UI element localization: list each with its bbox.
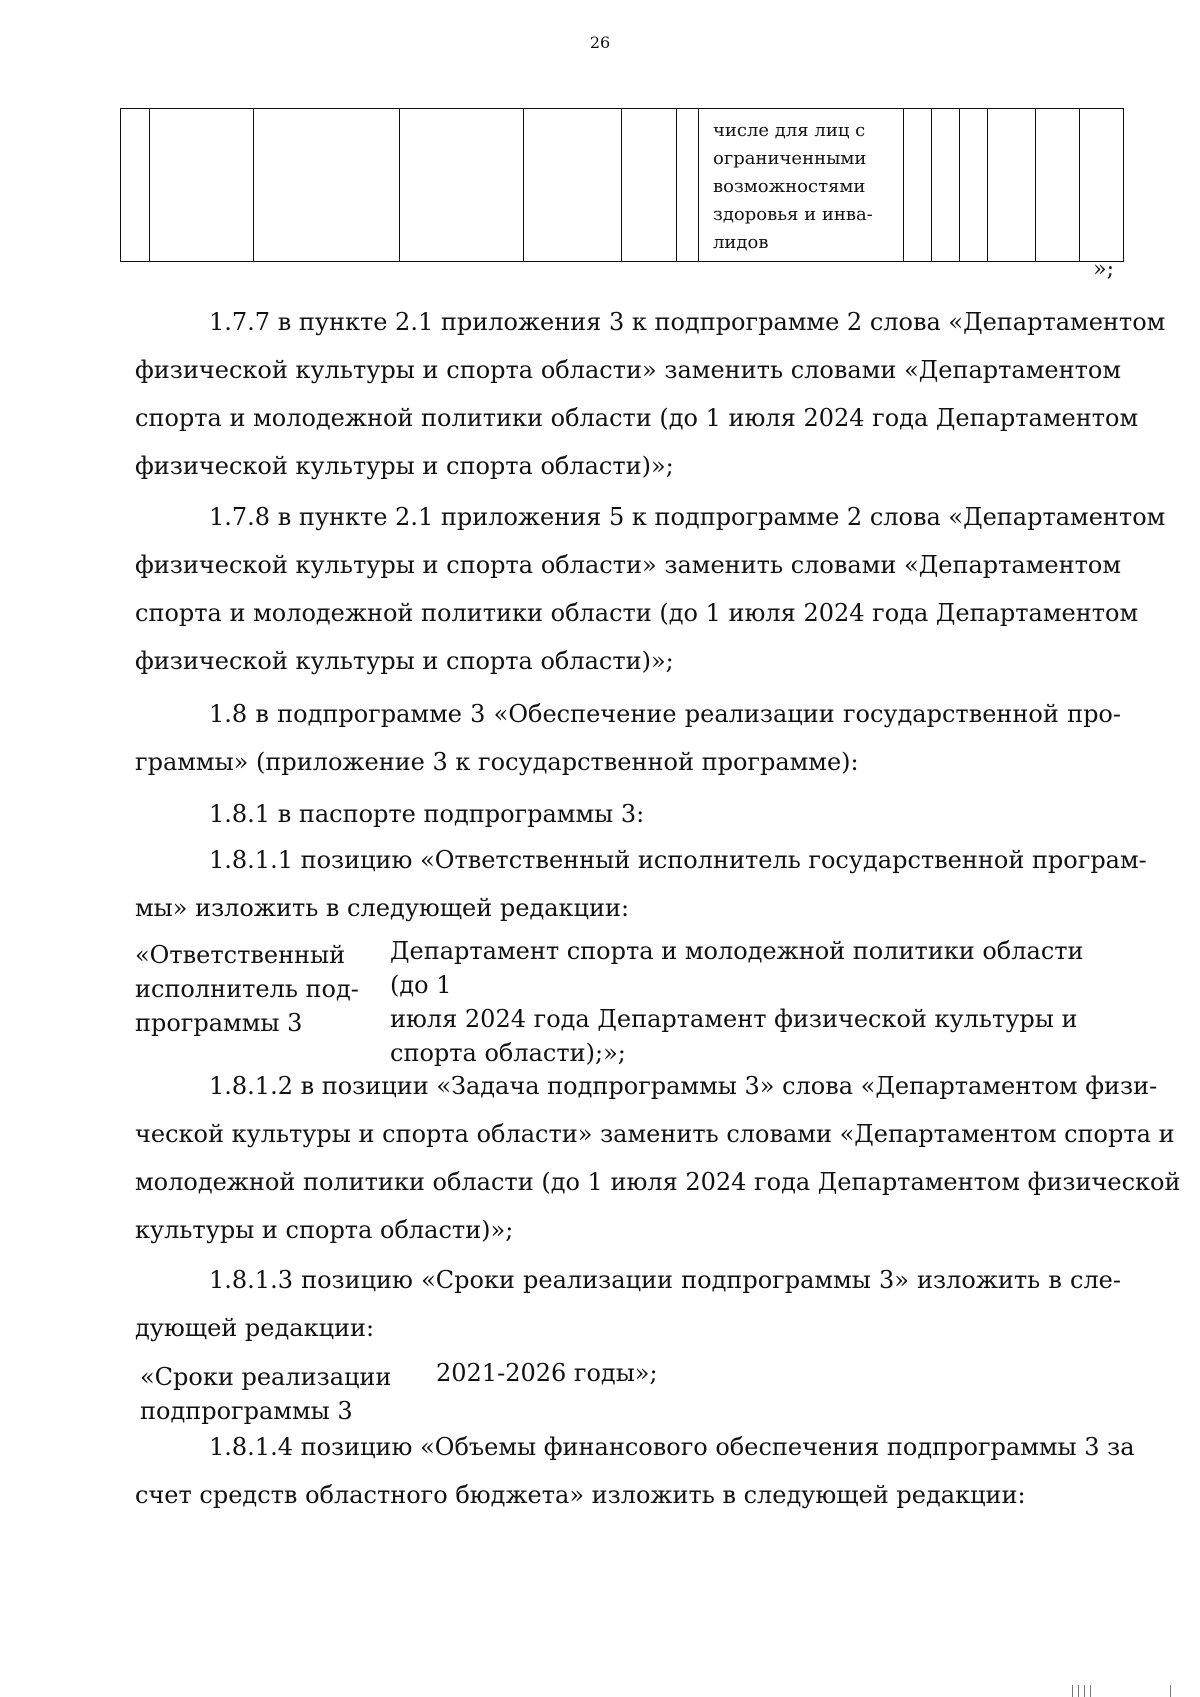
table-cell-line: числе для лиц с [713,120,866,141]
responsible-executor-value [390,934,1125,1070]
paragraph-line: спорта и молодежной политики области (до 1 июля 2024 года Департаментом [135,404,1139,432]
paragraph-line: граммы» (приложение 3 к государственной программе): [135,748,859,776]
paragraph-line: 1.8.1.1 позицию «Ответственный исполнитель государственной програм- [209,846,1147,874]
paragraph-1-8-1-1 [135,836,1147,932]
value-line: июля 2024 года Департамент физической культуры и [390,1005,1078,1033]
paragraph-1-7-8 [135,493,1166,685]
table-column-divider [959,109,960,261]
table-cell-line: здоровья и инва- [713,204,873,225]
label-line: «Ответственный [135,941,346,969]
terms-value: 2021-2026 годы»; [436,1359,658,1387]
label-line: программы 3 [135,1009,303,1037]
table-column-divider [698,109,699,261]
table-column-divider [1035,109,1036,261]
paragraph-1-8 [135,690,1121,786]
paragraph-line: дующей редакции: [135,1314,375,1342]
table-column-divider [399,109,400,261]
paragraph-line: 1.8.1.4 позицию «Объемы финансового обеспечения подпрограммы 3 за [209,1433,1135,1461]
paragraph-line: 1.8 в подпрограмме 3 «Обеспечение реализации государственной про- [209,700,1121,728]
table-column-divider [987,109,988,261]
responsible-executor-label [135,938,359,1040]
paragraph-1-8-1-4 [135,1423,1135,1519]
table-cell-line: лидов [713,232,769,253]
table-column-divider [523,109,524,261]
label-line: исполнитель под- [135,975,359,1003]
terms-label [140,1360,391,1428]
page-number: 26 [589,33,611,52]
table-cell-line: возможностями [713,176,866,197]
paragraph-line: физической культуры и спорта области)»; [135,452,674,480]
table-column-divider [1079,109,1080,261]
paragraph-line: 1.7.7 в пункте 2.1 приложения 3 к подпрограмме 2 слова «Департаментом [209,308,1166,336]
paragraph-line: культуры и спорта области)»; [135,1216,514,1244]
paragraph-1-8-1 [135,790,1121,838]
table-column-divider [931,109,932,261]
paragraph-line: физической культуры и спорта области)»; [135,647,674,675]
table-fragment [120,108,1124,262]
paragraph-line: мы» изложить в следующей редакции: [135,894,630,922]
scan-marks [1060,1683,1180,1697]
paragraph-line: 1.8.1 в паспорте подпрограммы 3: [209,800,645,828]
value-line: спорта области);»; [390,1039,626,1067]
table-column-divider [253,109,254,261]
value-line: Департамент спорта и молодежной политики области (до 1 [390,937,1084,999]
label-line: подпрограммы 3 [140,1397,353,1425]
paragraph-line: физической культуры и спорта области» заменить словами «Департаментом [135,356,1121,384]
paragraph-line: 1.8.1.3 позицию «Сроки реализации подпрограммы 3» изложить в сле- [209,1266,1121,1294]
table-cell-text [713,117,903,257]
paragraph-1-7-7 [135,298,1166,490]
paragraph-line: 1.7.8 в пункте 2.1 приложения 5 к подпрограмме 2 слова «Департаментом [209,503,1166,531]
paragraph-line: спорта и молодежной политики области (до 1 июля 2024 года Департаментом [135,599,1139,627]
paragraph-1-8-1-3 [135,1256,1121,1352]
table-column-divider [903,109,904,261]
paragraph-line: счет средств областного бюджета» изложить в следующей редакции: [135,1481,1026,1509]
paragraph-1-8-1-2 [135,1062,1181,1254]
table-cell-line: ограниченными [713,148,867,169]
paragraph-line: 1.8.1.2 в позиции «Задача подпрограммы 3» слова «Департаментом физи- [209,1072,1158,1100]
paragraph-line: физической культуры и спорта области» заменить словами «Департаментом [135,551,1121,579]
label-line: «Сроки реализации [140,1363,392,1391]
paragraph-line: молодежной политики области (до 1 июля 2024 года Департаментом физической [135,1168,1181,1196]
paragraph-line: ческой культуры и спорта области» заменить словами «Департаментом спорта и [135,1120,1175,1148]
table-column-divider [676,109,677,261]
table-closing-quote: »; [1093,257,1114,282]
table-column-divider [149,109,150,261]
table-column-divider [621,109,622,261]
